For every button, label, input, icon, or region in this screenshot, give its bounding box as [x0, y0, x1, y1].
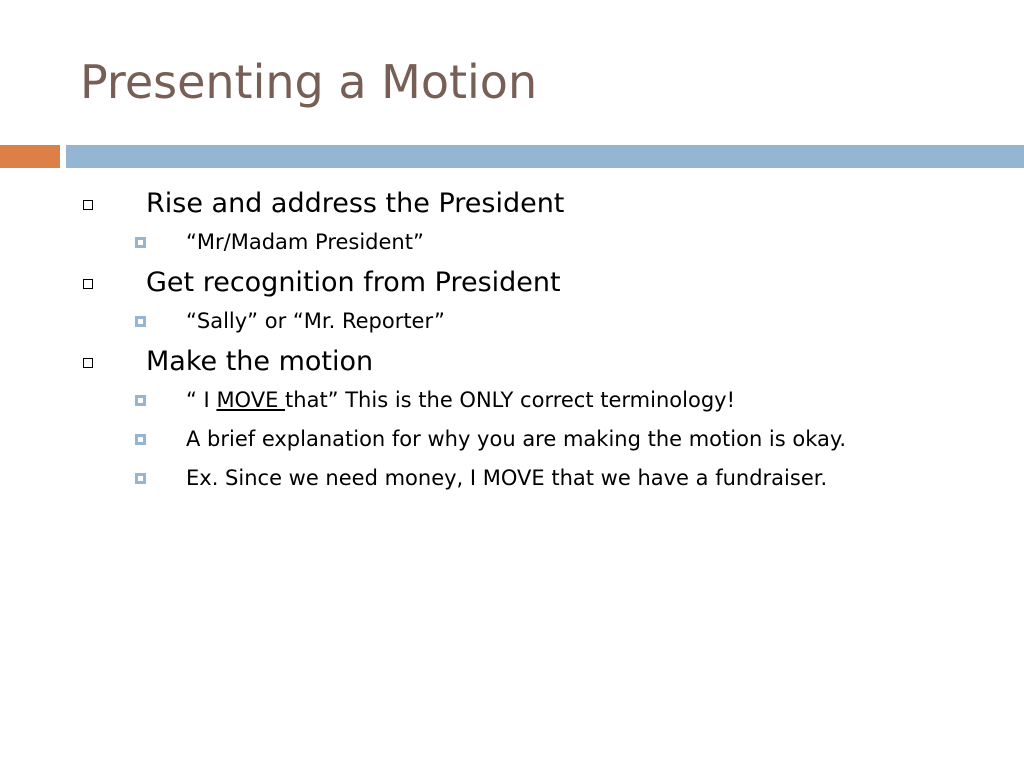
square-bullet-icon: [83, 358, 93, 368]
square-sub-bullet-icon: [135, 316, 146, 327]
sub-bullet-text-underlined: MOVE: [216, 388, 286, 412]
square-sub-bullet-icon: [135, 473, 146, 484]
bullet-text: Rise and address the President: [146, 188, 565, 219]
sub-bullet-item: [80, 462, 980, 495]
sub-bullet-item: [80, 384, 980, 417]
slide-title: Presenting a Motion: [80, 55, 538, 109]
sub-bullet-text-pre: “ I: [186, 388, 217, 412]
sub-bullet-item: [80, 423, 980, 456]
bullet-group: [80, 186, 980, 259]
sub-bullet-text-post: that” This is the ONLY correct terminology!: [285, 388, 735, 412]
sub-bullet-item: [80, 305, 980, 338]
sub-bullet-text: A brief explanation for why you are making the motion is okay.: [186, 427, 847, 451]
square-bullet-icon: [83, 279, 93, 289]
square-bullet-icon: [83, 200, 93, 210]
sub-bullet-text: Ex. Since we need money, I MOVE that we have a fundraiser.: [186, 466, 828, 490]
square-sub-bullet-icon: [135, 434, 146, 445]
bullet-list: [80, 186, 980, 501]
accent-bar-orange: [0, 145, 60, 168]
bullet-item: [80, 265, 980, 301]
bullet-text: Get recognition from President: [146, 267, 561, 298]
square-sub-bullet-icon: [135, 395, 146, 406]
bullet-group: [80, 344, 980, 495]
bullet-group: [80, 265, 980, 338]
sub-bullet-text: “Mr/Madam President”: [186, 230, 424, 254]
sub-bullet-text: “Sally” or “Mr. Reporter”: [186, 309, 445, 333]
sub-bullet-item: [80, 226, 980, 259]
bullet-text: Make the motion: [146, 346, 374, 377]
bullet-item: [80, 344, 980, 380]
bullet-item: [80, 186, 980, 222]
accent-bar-blue: [66, 145, 1024, 168]
square-sub-bullet-icon: [135, 237, 146, 248]
